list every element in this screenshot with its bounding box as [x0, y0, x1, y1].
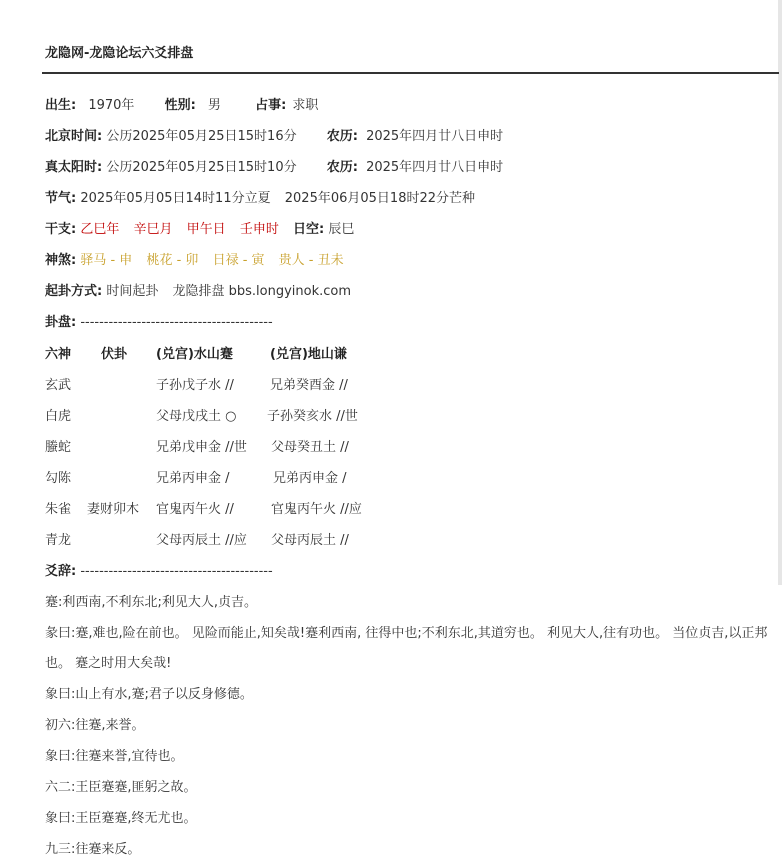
birth-value: 1970年 — [88, 98, 135, 113]
qigua-site: 龙隐排盘 bbs.longyinok.com — [172, 284, 352, 299]
topic-value: 求职 — [292, 98, 319, 113]
beijing-time-label: 北京时间: — [45, 129, 103, 144]
ganzhi-year: 乙巳年 — [80, 222, 120, 237]
solar-time-value: 公历2025年05月25日15时10分 — [106, 160, 297, 175]
ganzhi-row — [45, 221, 354, 239]
row-5-change: 官鬼丙午火 //应 — [271, 502, 362, 517]
row-5-main: 官鬼丙午火 // — [156, 502, 234, 517]
row-1-shen: 玄武 — [45, 378, 72, 393]
shensha-row — [45, 252, 344, 270]
topic-label: 占事: — [255, 98, 287, 113]
shensha-yima: 驿马 - 申 — [80, 253, 133, 268]
jieqi-value-1: 2025年05月05日14时11分立夏 — [80, 191, 271, 206]
row-1-main: 子孙戊子水 // — [156, 378, 234, 393]
qigua-label: 起卦方式: — [45, 284, 103, 299]
yaoci-line-6: 六二:王臣蹇蹇,匪躬之故。 — [45, 780, 197, 795]
row-5-fu: 妻财卯木 — [87, 502, 140, 517]
shensha-rilu: 日禄 - 寅 — [212, 253, 265, 268]
row-3-main: 兄弟戊申金 //世 — [156, 440, 247, 455]
rikong-value: 辰巳 — [328, 222, 355, 237]
yaoci-line-5: 象曰:往蹇来誉,宜待也。 — [45, 749, 184, 764]
row-6-shen: 青龙 — [45, 533, 72, 548]
row-4-change: 兄弟丙申金 / — [273, 471, 347, 486]
row-4-main: 兄弟丙申金 / — [156, 471, 230, 486]
lunar-value-2: 2025年四月廿八日申时 — [366, 160, 504, 175]
lunar-label-2: 农历: — [326, 160, 358, 175]
row-3-shen: 螣蛇 — [45, 440, 72, 455]
yaoci-line-7: 象曰:王臣蹇蹇,终无尤也。 — [45, 811, 197, 826]
row-1-change: 兄弟癸酉金 // — [270, 378, 348, 393]
gender-value: 男 — [207, 98, 221, 113]
shensha-guiren: 贵人 - 丑未 — [278, 253, 344, 268]
lunar-value: 2025年四月廿八日申时 — [366, 129, 504, 144]
title-divider — [42, 72, 779, 74]
yaoci-label: 爻辞: — [45, 564, 77, 579]
page-title: 龙隐网-龙隐论坛六爻排盘 — [45, 46, 194, 61]
jieqi-value-2: 2025年06月05日18时22分芒种 — [284, 191, 476, 206]
ganzhi-day: 甲午日 — [186, 222, 226, 237]
row-5-shen: 朱雀 — [45, 502, 72, 517]
yaoci-row — [45, 563, 273, 581]
qigua-value: 时间起卦 — [106, 284, 159, 299]
guapan-label: 卦盘: — [45, 315, 77, 330]
lunar-label: 农历: — [326, 129, 358, 144]
header-fugua: 伏卦 — [101, 347, 128, 362]
ganzhi-label: 干支: — [45, 222, 77, 237]
ganzhi-month: 辛巳月 — [133, 222, 173, 237]
guapan-divider: ----------------------------------------- — [80, 315, 273, 330]
shensha-taohua: 桃花 - 卯 — [146, 253, 199, 268]
ganzhi-hour: 壬申时 — [239, 222, 279, 237]
birth-row — [45, 97, 318, 115]
row-2-shen: 白虎 — [45, 409, 72, 424]
yaoci-divider: ----------------------------------------- — [80, 564, 273, 579]
qigua-row — [45, 283, 351, 301]
yaoci-line-8: 九三:往蹇来反。 — [45, 842, 141, 857]
yaoci-line-1: 蹇:利西南,不利东北;利见大人,贞吉。 — [45, 595, 258, 610]
beijing-time-row — [45, 128, 503, 146]
page-scrollbar[interactable] — [778, 0, 782, 585]
row-6-main: 父母丙辰土 //应 — [156, 533, 247, 548]
row-2-change: 子孙癸亥水 //世 — [267, 409, 358, 424]
row-3-change: 父母癸丑土 // — [271, 440, 349, 455]
row-2-main: 父母戊戌土 ○ — [156, 409, 237, 424]
solar-time-row — [45, 159, 503, 177]
beijing-time-value: 公历2025年05月25日15时16分 — [106, 129, 297, 144]
header-change-gua: (兑宫)地山谦 — [270, 347, 347, 362]
row-6-change: 父母丙辰土 // — [271, 533, 349, 548]
yaoci-line-2: 彖曰:蹇,难也,险在前也。 见险而能止,知矣哉!蹇利西南, 往得中也;不利东北,其道穷也。 利见大人,往有功也。 当位贞吉,以正邦也。 蹇之时用大矣哉! — [45, 626, 768, 671]
guapan-row — [45, 314, 273, 332]
yaoci-line-4: 初六:往蹇,来誉。 — [45, 718, 145, 733]
yaoci-line-3: 象曰:山上有水,蹇;君子以反身修德。 — [45, 687, 253, 702]
row-4-shen: 勾陈 — [45, 471, 72, 486]
header-main-gua: (兑宫)水山蹇 — [156, 347, 233, 362]
gender-label: 性别: — [164, 98, 196, 113]
jieqi-row — [45, 190, 475, 208]
shensha-label: 神煞: — [45, 253, 77, 268]
jieqi-label: 节气: — [45, 191, 77, 206]
rikong-label: 日空: — [292, 222, 325, 237]
header-liushen: 六神 — [45, 347, 72, 362]
birth-label: 出生: — [45, 98, 77, 113]
solar-time-label: 真太阳时: — [45, 160, 103, 175]
